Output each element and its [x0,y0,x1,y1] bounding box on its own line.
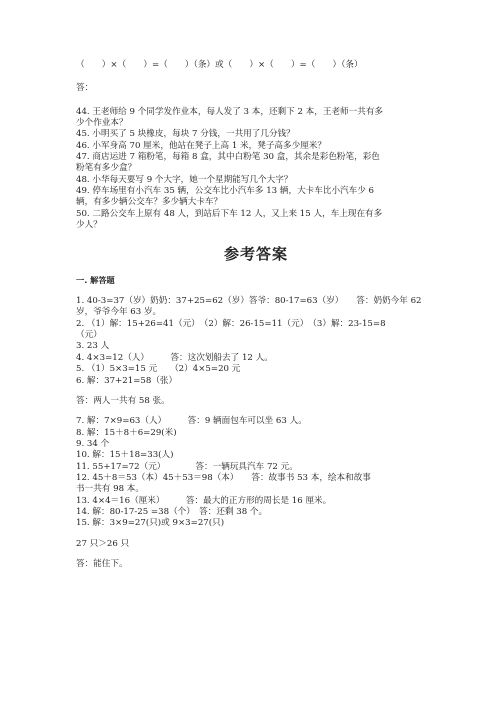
answer-line: 27 只＞26 只 [76,538,130,549]
answer-list [76,296,436,570]
answer-line: （元） [76,330,102,341]
answer-line: 13. 4×4＝16（厘米） 答：最大的正方形的周长是 16 厘米。 [76,495,332,506]
answers-title: 参考答案 [223,245,288,264]
answer-line: 11. 55+17=72（元） 答：一辆玩具汽车 72 元。 [76,461,298,472]
question-line: 44. 王老师给 9 个同学发作业本，每人发了 3 本，还剩下 2 本，王老师一共有多 [76,106,384,117]
question-list [76,107,436,232]
fill-in-line: （ ）×（ ）=（ ）（条）或（ ）×（ ）=（ ）（条） [76,60,363,70]
question-line: 46. 小军身高 70 厘米，他站在凳子上高 1 米，凳子高多少厘米？ [76,140,326,151]
answer-line: 15. 解：3×9=27(只)或 9×3=27(只) [76,518,225,529]
answer-line: 5. （1）5×3=15 元 （2）4×5=20 元 [76,364,241,375]
answer-line: 8. 解：15＋8＋6=29(米) [76,427,177,438]
answer-line: 10. 解：15＋18=33(人) [76,450,174,461]
answer-line: 3. 23 人 [76,341,110,352]
question-line: 粉笔有多少盒？ [76,163,137,174]
answer-line: 14. 解：80-17-25 =38（个） 答：还剩 38 个。 [76,506,268,517]
answer-line: 12. 45＋8＝53（本）45＋53＝98（本） 答：故事书 53 本，绘本和故事 [76,472,371,483]
answer-line: 1. 40-3=37（岁）奶奶：37+25=62（岁）答爷：80-17=63（岁） 答：奶奶今年 62 [76,296,422,307]
question-line: 48. 小华每天要写 9 个大字，她一个星期能写几个大字？ [76,174,293,185]
question-line: 50. 二路公交车上原有 48 人，到站后下车 12 人，又上来 15 人，车上现在有多 [76,208,383,219]
answer-line: 2. （1）解：15+26=41（元） （2）解：26-15=11（元） （3）解：23-15=8 [76,318,386,329]
question-line: 49. 停车场里有小汽车 35 辆，公交车比小汽车多 13 辆，大卡车比小汽车少 6 [76,186,375,197]
question-line: 少个作业本？ [76,118,128,129]
answer-line: 岁，爷爷今年 63 岁。 [76,307,162,318]
question-line: 辆，有多少辆公交车？多少辆大卡车？ [76,197,223,208]
answer-line: 书一共有 98 本。 [76,484,144,495]
question-line: 少人？ [76,220,102,231]
answer-line: 答：两人一共有 58 张。 [76,395,170,406]
answer-line: 4. 4×3=12（人） 答：这次划船去了 12 人。 [76,352,273,363]
answer-line: 答：能住下。 [76,558,128,569]
answer-line: 6. 解：37+21=58（张） [76,375,178,386]
answer-line: 9. 34 个 [76,438,110,449]
question-line: 47. 商店运进 7 箱粉笔，每箱 8 盒，其中白粉笔 30 盒，其余是彩色粉笔，彩色 [76,152,380,163]
section-heading: 一. 解答题 [76,275,115,286]
answer-label: 答： [76,83,94,94]
question-line: 45. 小明买了 5 块橡皮，每块 7 分钱，一共用了几分钱？ [76,129,295,140]
answer-line: 7. 解：7×9=63（人） 答：9 辆面包车可以坐 63 人。 [76,416,307,427]
document-body [76,60,436,570]
